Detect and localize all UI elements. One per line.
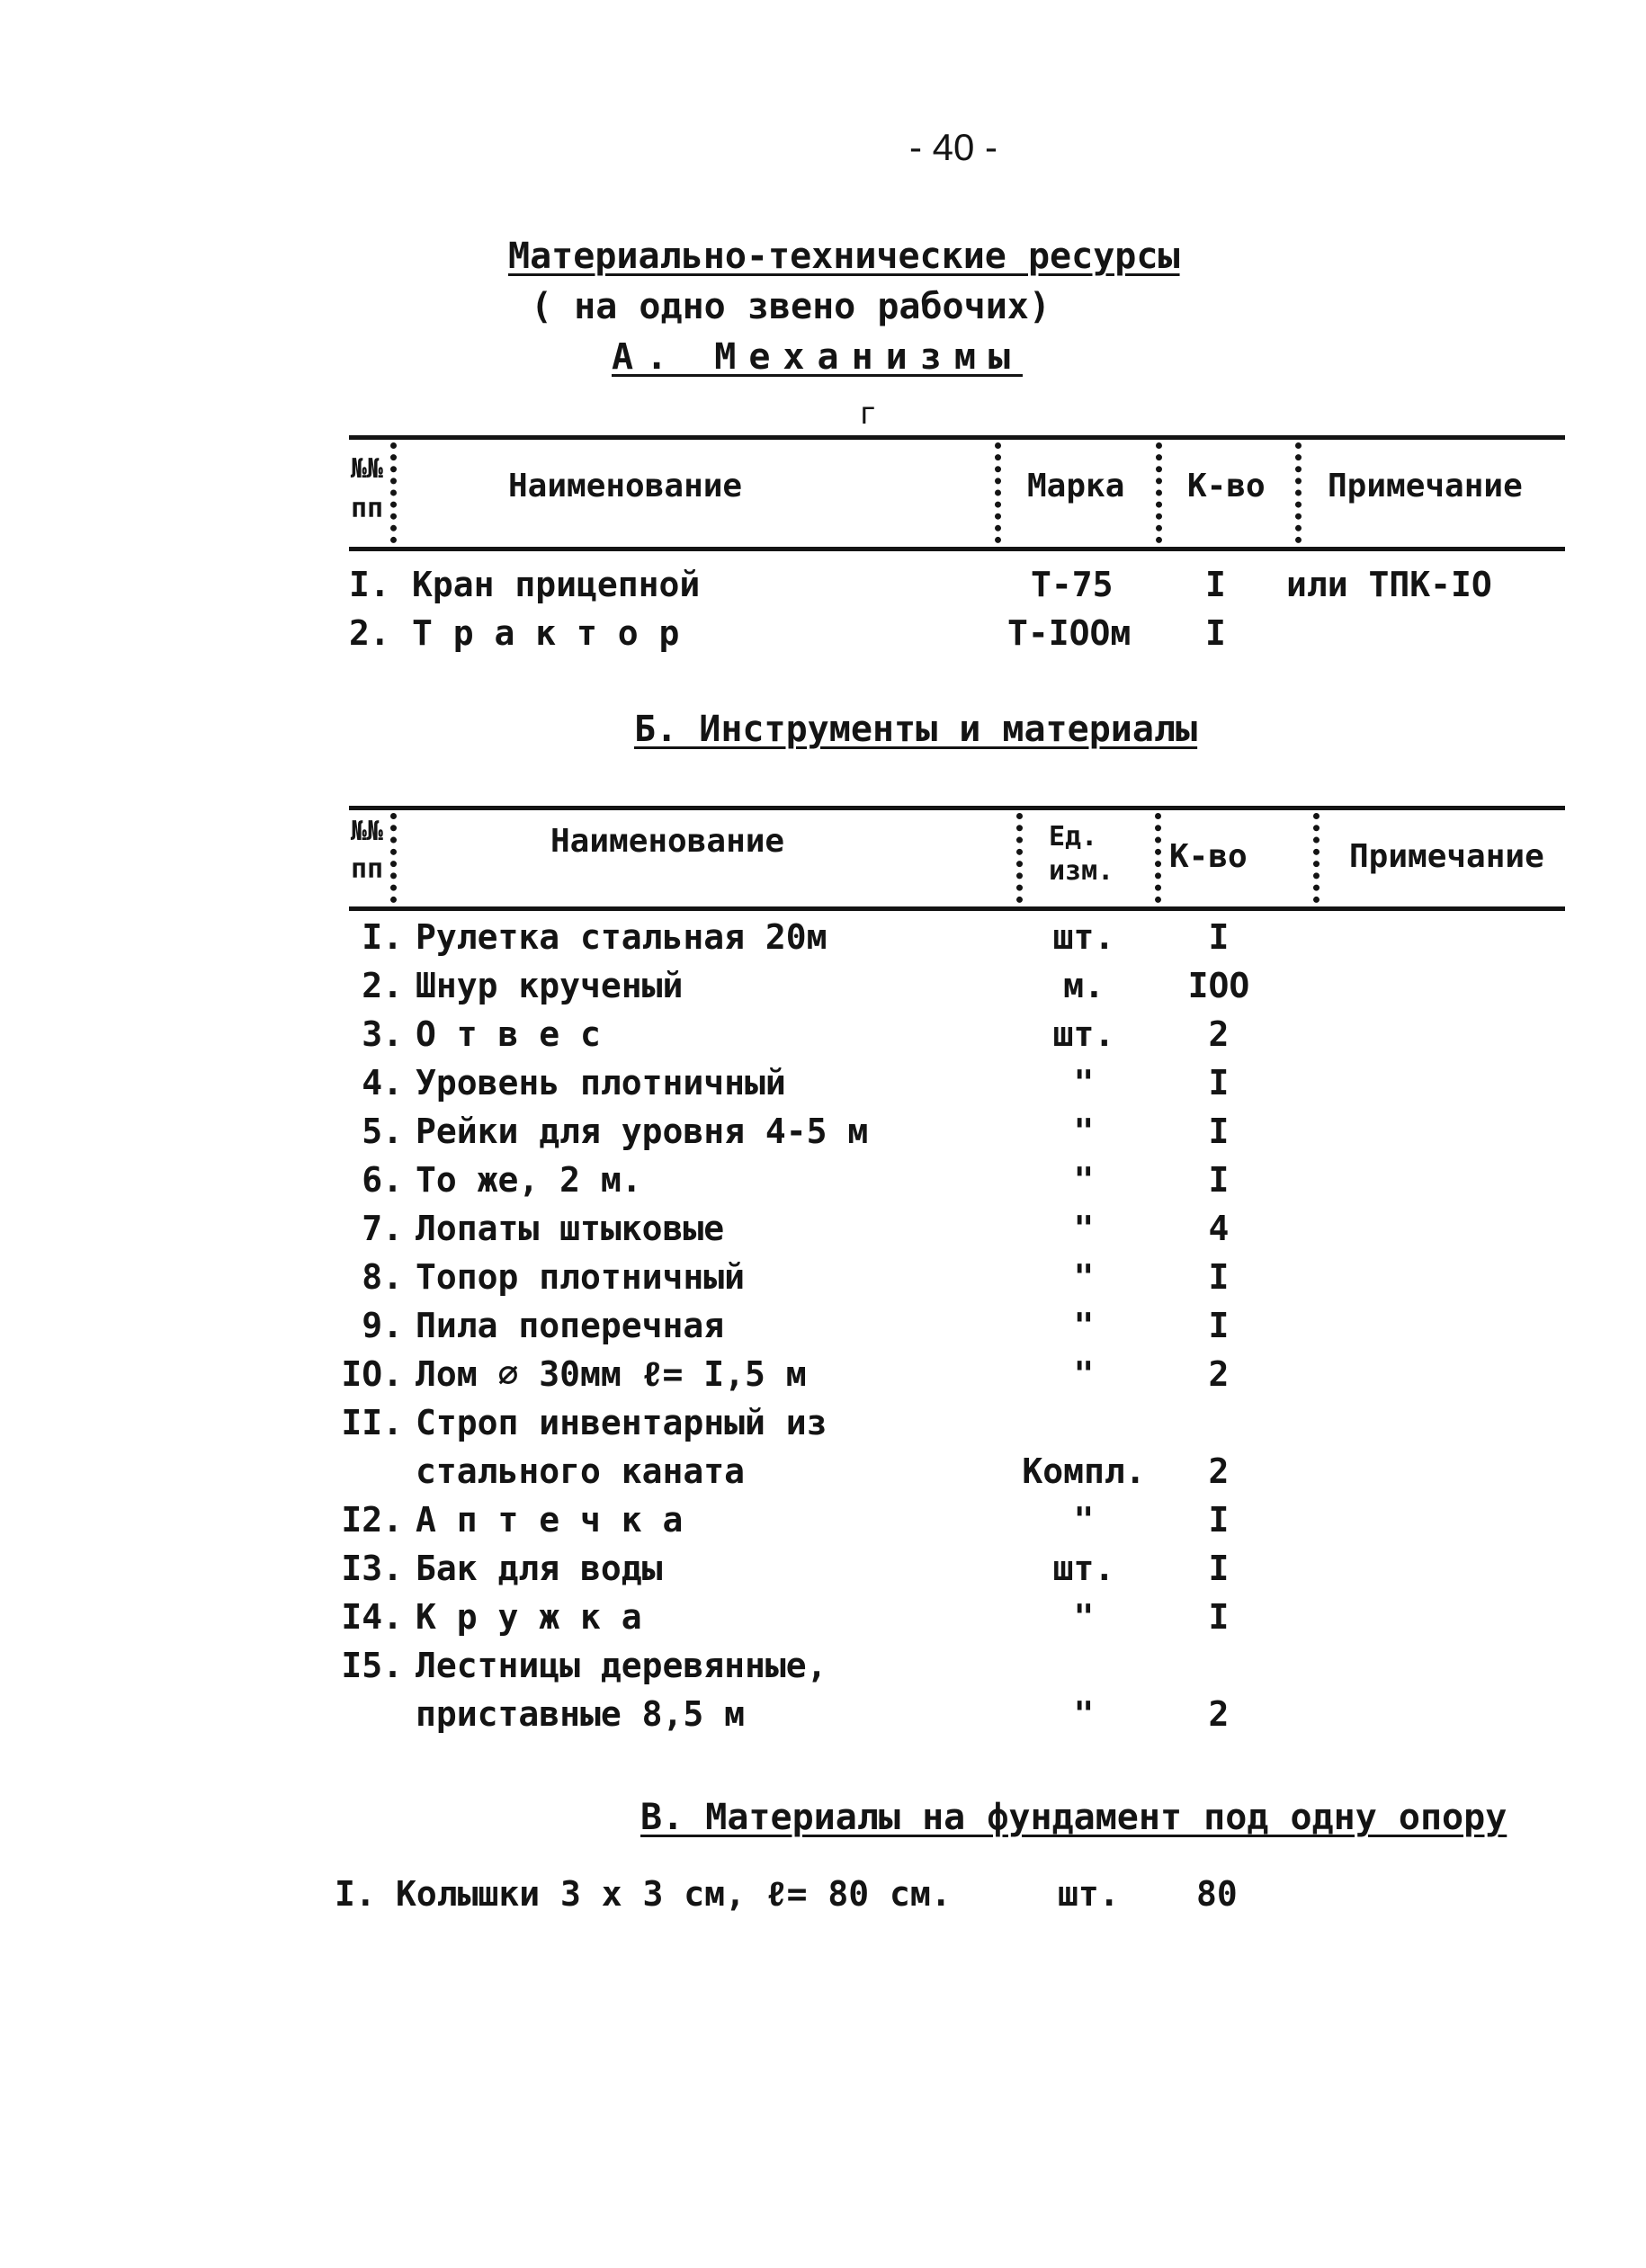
row-name: Бак для воды <box>416 1549 663 1588</box>
row-name: Лопаты штыковые <box>416 1209 725 1248</box>
document-subtitle: ( на одно звено рабочих) <box>531 286 1051 327</box>
row-qty: I <box>1208 1549 1230 1588</box>
row-name: А п т е ч к а <box>416 1500 684 1540</box>
document-title: Материально-технические ресурсы <box>508 236 1180 277</box>
row-number: 7. <box>362 1209 403 1248</box>
row-qty: I <box>1208 917 1230 957</box>
row-name: Колышки 3 х 3 см, ℓ= 80 см. <box>396 1874 952 1914</box>
table-a-header-brand: Марка <box>1027 468 1125 504</box>
row-qty: I <box>1205 565 1226 604</box>
row-name: приставные 8,5 м <box>416 1694 746 1734</box>
row-unit: " <box>1073 1112 1095 1151</box>
row-qty: 2 <box>1208 1014 1230 1054</box>
row-number: I4. <box>341 1597 403 1637</box>
row-number: 8. <box>362 1257 403 1297</box>
row-number: 2. <box>349 613 390 653</box>
table-b-top-rule <box>349 806 1565 810</box>
row-unit: шт. <box>1052 1014 1115 1054</box>
row-number: 3. <box>362 1014 403 1054</box>
table-b-header-qty: К-во <box>1169 838 1248 875</box>
row-qty: 80 <box>1196 1874 1238 1914</box>
row-name: Лом ∅ 30мм ℓ= I,5 м <box>416 1354 807 1394</box>
table-a-header-num: №№ пп <box>351 453 384 524</box>
row-name: То же, 2 м. <box>416 1160 642 1200</box>
row-qty: 2 <box>1208 1451 1230 1491</box>
row-number: 4. <box>362 1063 403 1103</box>
row-unit: " <box>1073 1160 1095 1200</box>
row-qty: 2 <box>1208 1354 1230 1394</box>
row-unit: " <box>1073 1306 1095 1345</box>
row-number: I. <box>349 565 390 604</box>
row-name: Топор плотничный <box>416 1257 746 1297</box>
row-unit: " <box>1073 1694 1095 1734</box>
row-number: II. <box>341 1403 403 1442</box>
row-qty: I <box>1208 1257 1230 1297</box>
row-number: I. <box>335 1874 376 1914</box>
row-name: Т р а к т о р <box>412 613 680 653</box>
row-number: I2. <box>341 1500 403 1540</box>
table-b-header-name: Наименование <box>550 823 785 860</box>
section-a-mark: г <box>859 396 878 432</box>
section-b-title: Б. Инструменты и материалы <box>634 709 1198 750</box>
row-unit: " <box>1073 1063 1095 1103</box>
row-number: IO. <box>341 1354 403 1394</box>
row-number: I3. <box>341 1549 403 1588</box>
table-a-header-rule <box>349 547 1565 551</box>
table-a-header-name: Наименование <box>508 468 743 504</box>
row-number: 5. <box>362 1112 403 1151</box>
row-note: или ТПК-IO <box>1286 565 1492 604</box>
row-qty: I <box>1208 1160 1230 1200</box>
table-b-divider <box>1155 813 1161 903</box>
row-name: Рулетка стальная 20м <box>416 917 827 957</box>
table-b-header-unit: Ед. изм. <box>1049 821 1114 887</box>
table-b-header-rule <box>349 906 1565 911</box>
table-a-divider <box>1295 442 1302 543</box>
table-a-header-note: Примечание <box>1328 468 1523 504</box>
row-unit: Компл. <box>1022 1451 1146 1491</box>
row-unit: шт. <box>1058 1874 1120 1914</box>
table-a-divider <box>995 442 1001 543</box>
table-b-header-note: Примечание <box>1349 838 1544 875</box>
row-unit: " <box>1073 1257 1095 1297</box>
row-unit: шт. <box>1052 1549 1115 1588</box>
row-name: Уровень плотничный <box>416 1063 786 1103</box>
row-number: 6. <box>362 1160 403 1200</box>
table-a-divider <box>1156 442 1162 543</box>
row-name: Кран прицепной <box>412 565 701 604</box>
row-qty: I <box>1208 1500 1230 1540</box>
row-unit: " <box>1073 1500 1095 1540</box>
row-name: Пила поперечная <box>416 1306 725 1345</box>
row-qty: IOO <box>1187 966 1250 1005</box>
row-qty: 2 <box>1208 1694 1230 1734</box>
table-b-divider <box>1016 813 1023 903</box>
row-qty: I <box>1208 1306 1230 1345</box>
row-brand: Т-IOOм <box>1007 613 1132 653</box>
row-name: стального каната <box>416 1451 746 1491</box>
page-number: - 40 - <box>908 126 998 168</box>
row-name: О т в е с <box>416 1014 601 1054</box>
row-unit: шт. <box>1052 917 1115 957</box>
row-qty: 4 <box>1208 1209 1230 1248</box>
row-number: 9. <box>362 1306 403 1345</box>
row-name: Лестницы деревянные, <box>416 1646 827 1685</box>
row-number: I5. <box>341 1646 403 1685</box>
row-name: Строп инвентарный из <box>416 1403 827 1442</box>
row-number: 2. <box>362 966 403 1005</box>
row-name: Рейки для уровня 4-5 м <box>416 1112 869 1151</box>
row-unit: " <box>1073 1209 1095 1248</box>
row-qty: I <box>1208 1063 1230 1103</box>
table-b-header-num: №№ пп <box>351 816 384 885</box>
row-unit: м. <box>1063 966 1105 1005</box>
row-qty: I <box>1208 1112 1230 1151</box>
table-b-divider <box>1313 813 1319 903</box>
section-v-title: В. Материалы на фундамент под одну опору <box>640 1797 1507 1838</box>
row-unit: " <box>1073 1354 1095 1394</box>
row-qty: I <box>1208 1597 1230 1637</box>
table-a-header-qty: К-во <box>1187 468 1266 504</box>
row-brand: Т-75 <box>1031 565 1114 604</box>
table-a-divider <box>390 442 397 543</box>
table-a-top-rule <box>349 435 1565 440</box>
table-b-divider <box>390 813 397 903</box>
row-number: I. <box>362 917 403 957</box>
row-unit: " <box>1073 1597 1095 1637</box>
row-name: Шнур крученый <box>416 966 684 1005</box>
row-name: К р у ж к а <box>416 1597 642 1637</box>
row-qty: I <box>1205 613 1226 653</box>
section-a-title: А. Механизмы <box>612 336 1023 378</box>
